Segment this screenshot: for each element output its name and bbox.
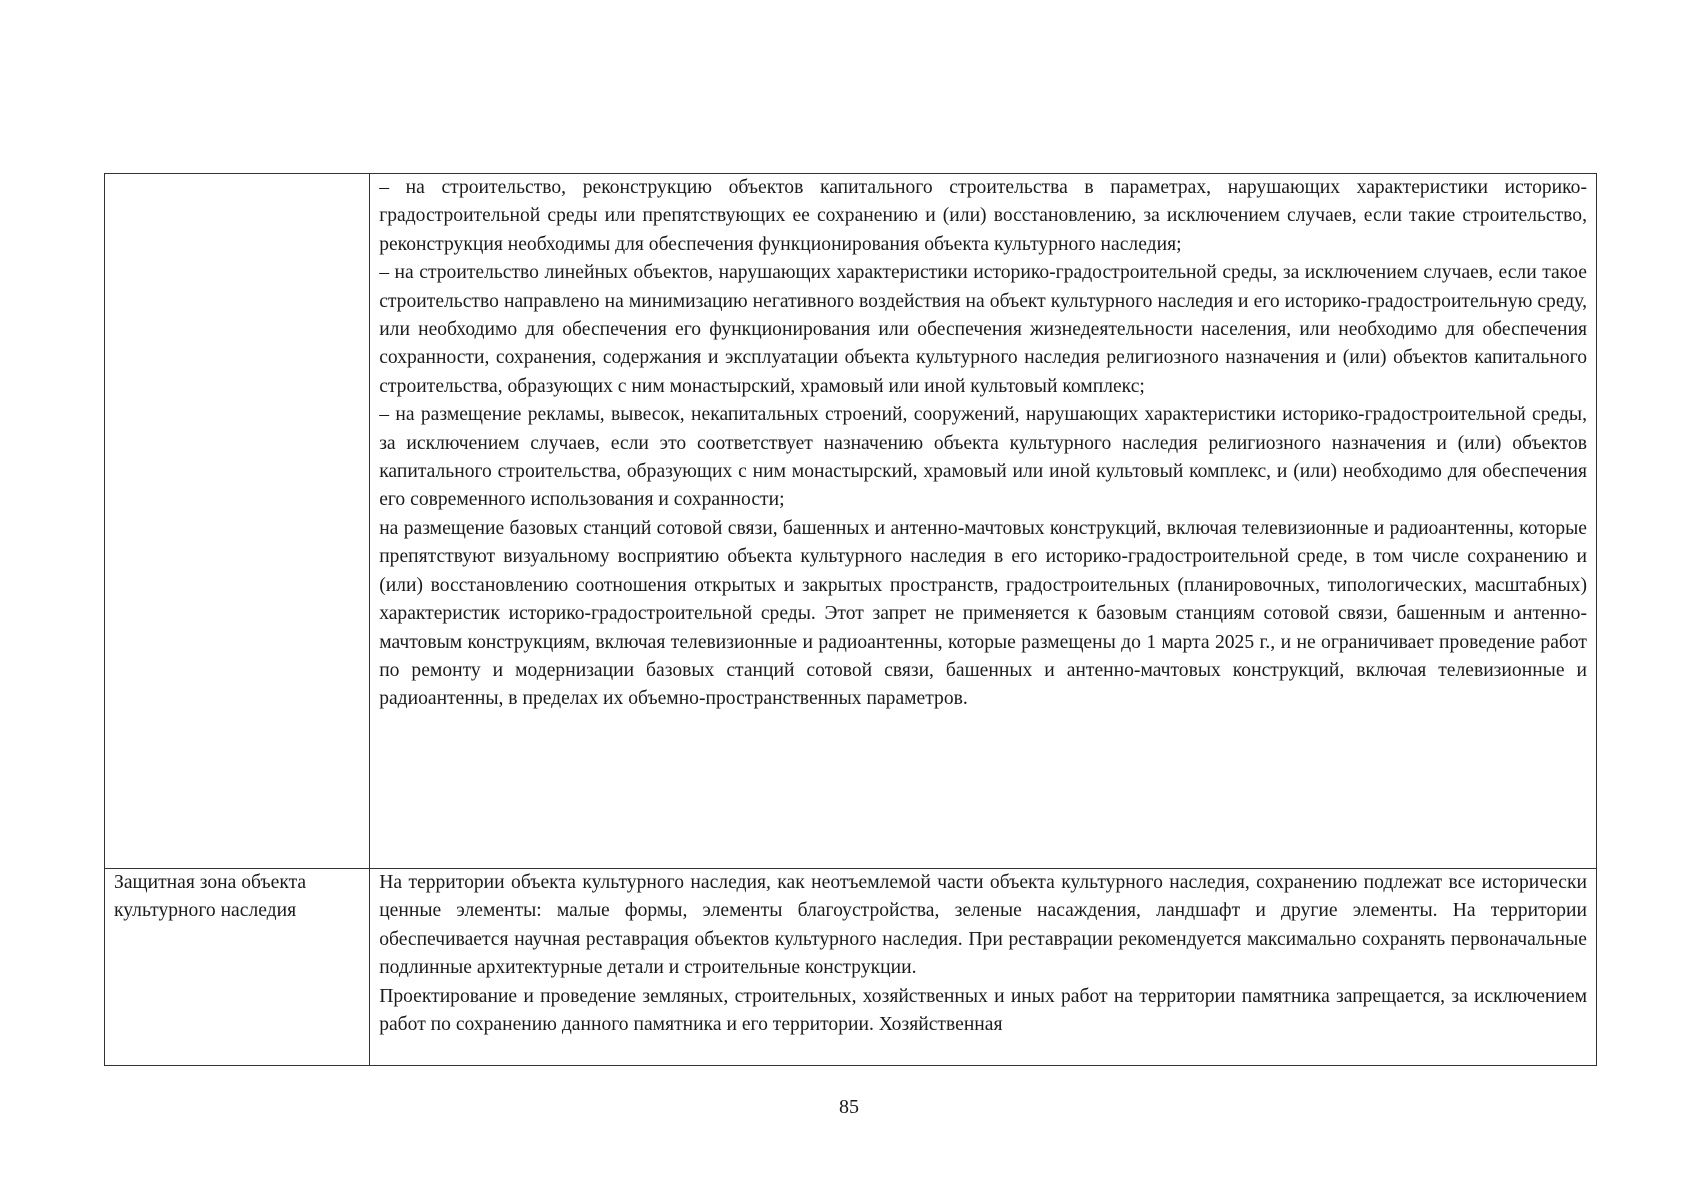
zone-name-cell: Защитная зона объекта культурного наследия	[105, 869, 370, 1066]
page-number: 85	[839, 1096, 859, 1118]
zone-name-cell	[105, 174, 370, 869]
requirement-paragraph: – на строительство, реконструкцию объектов капитального строительства в параметрах, нарушающих характеристики историко-градостроительной среды или препятствующих ее сохранению и (или) восстановлению, за исключением случаев, если такие строительство, реконструкция необходимы для обеспечения функционирования объекта культурного наследия;	[379, 177, 1587, 255]
requirements-cell	[370, 174, 1597, 869]
requirement-paragraph: На территории объекта культурного наследия, как неотъемлемой части объекта культурного наследия, сохранению подлежат все исторически ценные элементы: малые формы, элементы благоустройства, зеленые насаждения, ландшафт и другие элементы. На территории обеспечивается научная реставрация объектов культурного наследия. При реставрации рекомендуется максимально сохранять первоначальные подлинные архитектурные детали и строительные конструкции.	[379, 872, 1587, 979]
regulations-table	[104, 173, 1597, 1066]
requirement-paragraph: Проектирование и проведение земляных, строительных, хозяйственных и иных работ на территории памятника запрещается, за исключением работ по сохранению данного памятника и его территории. Хозяйственная	[379, 985, 1587, 1036]
requirement-paragraph: на размещение базовых станций сотовой связи, башенных и антенно-мачтовых конструкций, включая телевизионные и радиоантенны, которые препятствуют визуальному восприятию объекта культурного наследия в его историко-градостроительной среде, в том числе сохранению и (или) восстановлению соотношения открытых и закрытых пространств, градостроительных (планировочных, типологических, масштабных) характеристик историко-градостроительной среды. Этот запрет не применяется к базовым станциям сотовой связи, башенным и антенно-мачтовым конструкциям, включая телевизионные и радиоантенны, которые размещены до 1 марта 2025 г., и не ограничивает проведение работ по ремонту и модернизации базовых станций сотовой связи, башенных и антенно-мачтовых конструкций, включая телевизионные и радиоантенны, в пределах их объемно-пространственных параметров.	[379, 517, 1587, 710]
requirement-paragraph: – на размещение рекламы, вывесок, некапитальных строений, сооружений, нарушающих характеристики историко-градостроительной среды, за исключением случаев, если это соответствует назначению объекта культурного наследия религиозного назначения и (или) объектов капитального строительства, образующих с ним монастырский, храмовый или иной культовый комплекс, и (или) необходимо для обеспечения его современного использования и сохранности;	[379, 404, 1587, 511]
table-row	[105, 869, 1597, 1066]
requirements-cell	[370, 869, 1597, 1066]
table-row	[105, 174, 1597, 869]
requirements-text-clip	[379, 869, 1587, 1065]
requirement-paragraph: – на строительство линейных объектов, нарушающих характеристики историко-градостроительной среды, за исключением случаев, если такое строительство направлено на минимизацию негативного воздействия на объект культурного наследия и его историко-градостроительную среду, или необходимо для обеспечения его функционирования или обеспечения жизнедеятельности населения, или необходимо для обеспечения сохранности, сохранения, содержания и эксплуатации объекта культурного наследия религиозного назначения и (или) объектов капитального строительства, образующих с ним монастырский, храмовый или иной культовый комплекс;	[379, 262, 1587, 397]
